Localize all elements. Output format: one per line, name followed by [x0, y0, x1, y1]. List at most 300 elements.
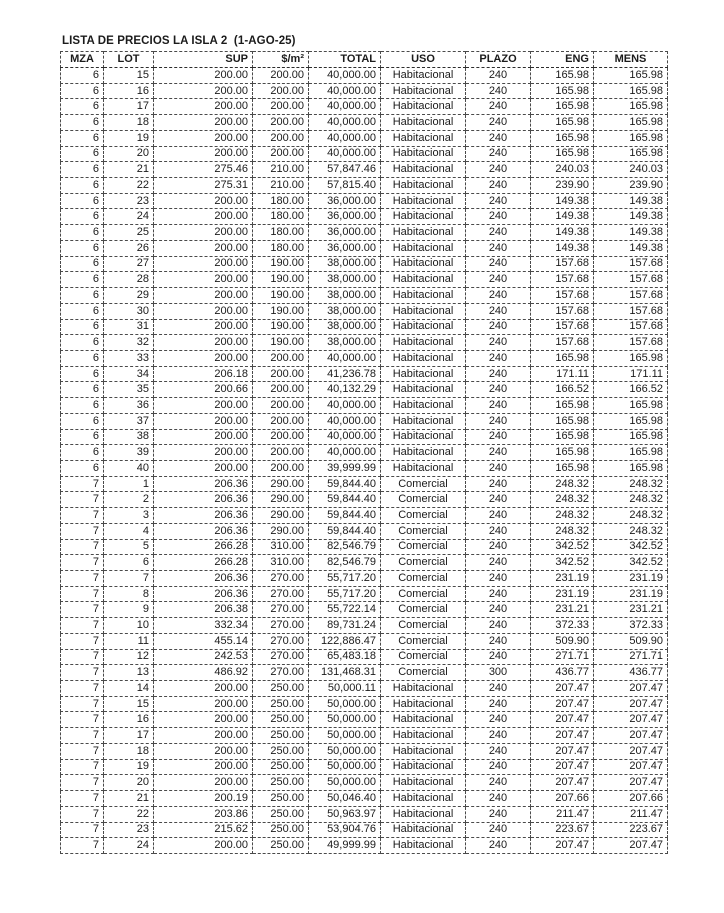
- cell-sup: 200.00: [154, 256, 253, 272]
- cell-sup: 200.00: [154, 68, 253, 84]
- cell-plazo: 240: [466, 240, 531, 256]
- cell-sup: 200.00: [154, 225, 253, 241]
- cell-lot: 13: [104, 665, 154, 681]
- cell-total: 40,000.00: [309, 146, 381, 162]
- cell-precio-m2: 190.00: [253, 335, 309, 351]
- cell-mens: 240.03: [594, 162, 668, 178]
- cell-total: 39,999.99: [309, 460, 381, 476]
- cell-plazo: 240: [466, 429, 531, 445]
- cell-lot: 22: [104, 178, 154, 194]
- cell-lot: 9: [104, 602, 154, 618]
- cell-uso: Habitacional: [381, 775, 466, 791]
- cell-sup: 200.00: [154, 350, 253, 366]
- cell-uso: Habitacional: [381, 759, 466, 775]
- cell-uso: Comercial: [381, 476, 466, 492]
- cell-precio-m2: 270.00: [253, 633, 309, 649]
- cell-sup: 242.53: [154, 649, 253, 665]
- cell-eng: 207.47: [531, 743, 594, 759]
- cell-lot: 16: [104, 712, 154, 728]
- cell-mens: 157.68: [594, 319, 668, 335]
- cell-plazo: 240: [466, 366, 531, 382]
- cell-lot: 27: [104, 256, 154, 272]
- cell-precio-m2: 290.00: [253, 492, 309, 508]
- cell-uso: Habitacional: [381, 130, 466, 146]
- cell-precio-m2: 270.00: [253, 571, 309, 587]
- cell-lot: 20: [104, 775, 154, 791]
- cell-mza: 7: [61, 759, 104, 775]
- cell-uso: Habitacional: [381, 335, 466, 351]
- cell-sup: 200.66: [154, 382, 253, 398]
- cell-uso: Habitacional: [381, 791, 466, 807]
- cell-total: 59,844.40: [309, 492, 381, 508]
- cell-plazo: 240: [466, 743, 531, 759]
- cell-mens: 165.98: [594, 350, 668, 366]
- cell-total: 38,000.00: [309, 288, 381, 304]
- cell-plazo: 240: [466, 193, 531, 209]
- cell-mens: 248.32: [594, 476, 668, 492]
- cell-total: 50,963.97: [309, 806, 381, 822]
- cell-uso: Comercial: [381, 586, 466, 602]
- cell-mens: 165.98: [594, 413, 668, 429]
- cell-mza: 6: [61, 429, 104, 445]
- cell-mza: 7: [61, 492, 104, 508]
- cell-sup: 200.00: [154, 240, 253, 256]
- cell-sup: 200.00: [154, 775, 253, 791]
- table-row: [61, 240, 668, 256]
- cell-mza: 6: [61, 240, 104, 256]
- cell-uso: Comercial: [381, 618, 466, 634]
- table-row: [61, 413, 668, 429]
- cell-uso: Habitacional: [381, 146, 466, 162]
- cell-eng: 231.19: [531, 586, 594, 602]
- table-header: [61, 52, 668, 68]
- cell-total: 40,000.00: [309, 350, 381, 366]
- table-row: [61, 303, 668, 319]
- cell-mens: 165.98: [594, 398, 668, 414]
- cell-plazo: 240: [466, 209, 531, 225]
- table-row: [61, 162, 668, 178]
- table-row: [61, 539, 668, 555]
- cell-lot: 7: [104, 571, 154, 587]
- cell-plazo: 240: [466, 791, 531, 807]
- cell-eng: 157.68: [531, 319, 594, 335]
- cell-plazo: 240: [466, 712, 531, 728]
- table-row: [61, 178, 668, 194]
- cell-lot: 14: [104, 681, 154, 697]
- cell-precio-m2: 310.00: [253, 539, 309, 555]
- cell-plazo: 240: [466, 759, 531, 775]
- cell-sup: 200.00: [154, 429, 253, 445]
- cell-mens: 207.47: [594, 743, 668, 759]
- cell-sup: 203.86: [154, 806, 253, 822]
- cell-plazo: 240: [466, 303, 531, 319]
- cell-mza: 7: [61, 523, 104, 539]
- cell-mza: 6: [61, 445, 104, 461]
- cell-mza: 6: [61, 178, 104, 194]
- cell-uso: Habitacional: [381, 413, 466, 429]
- cell-eng: 248.32: [531, 508, 594, 524]
- cell-lot: 8: [104, 586, 154, 602]
- cell-uso: Habitacional: [381, 696, 466, 712]
- cell-uso: Comercial: [381, 633, 466, 649]
- col-header-lot: LOT: [104, 52, 154, 68]
- cell-precio-m2: 190.00: [253, 272, 309, 288]
- cell-precio-m2: 210.00: [253, 162, 309, 178]
- cell-lot: 17: [104, 99, 154, 115]
- cell-uso: Habitacional: [381, 115, 466, 131]
- cell-sup: 200.00: [154, 445, 253, 461]
- cell-lot: 19: [104, 759, 154, 775]
- cell-total: 50,000.00: [309, 775, 381, 791]
- cell-plazo: 240: [466, 398, 531, 414]
- cell-sup: 206.36: [154, 571, 253, 587]
- cell-total: 40,000.00: [309, 413, 381, 429]
- cell-eng: 248.32: [531, 476, 594, 492]
- cell-sup: 200.00: [154, 398, 253, 414]
- cell-mza: 7: [61, 791, 104, 807]
- table-row: [61, 602, 668, 618]
- table-row: [61, 586, 668, 602]
- col-header-mza: MZA: [61, 52, 104, 68]
- cell-precio-m2: 290.00: [253, 476, 309, 492]
- cell-sup: 266.28: [154, 539, 253, 555]
- cell-mens: 207.66: [594, 791, 668, 807]
- cell-mens: 207.47: [594, 696, 668, 712]
- cell-precio-m2: 310.00: [253, 555, 309, 571]
- table-row: [61, 366, 668, 382]
- cell-mens: 165.98: [594, 460, 668, 476]
- cell-plazo: 240: [466, 272, 531, 288]
- col-header-sup: SUP: [154, 52, 253, 68]
- cell-mza: 7: [61, 539, 104, 555]
- cell-eng: 165.98: [531, 350, 594, 366]
- cell-total: 50,000.00: [309, 743, 381, 759]
- cell-total: 36,000.00: [309, 240, 381, 256]
- cell-plazo: 240: [466, 445, 531, 461]
- cell-mza: 6: [61, 272, 104, 288]
- cell-mens: 165.98: [594, 130, 668, 146]
- cell-precio-m2: 250.00: [253, 681, 309, 697]
- cell-plazo: 240: [466, 633, 531, 649]
- table-row: [61, 759, 668, 775]
- cell-mza: 6: [61, 256, 104, 272]
- cell-precio-m2: 200.00: [253, 350, 309, 366]
- cell-sup: 200.00: [154, 460, 253, 476]
- cell-lot: 30: [104, 303, 154, 319]
- table-row: [61, 743, 668, 759]
- cell-uso: Habitacional: [381, 398, 466, 414]
- col-header-uso: USO: [381, 52, 466, 68]
- cell-sup: 200.19: [154, 791, 253, 807]
- cell-lot: 1: [104, 476, 154, 492]
- cell-mza: 7: [61, 806, 104, 822]
- cell-sup: 200.00: [154, 696, 253, 712]
- cell-eng: 157.68: [531, 272, 594, 288]
- cell-sup: 200.00: [154, 288, 253, 304]
- cell-mza: 7: [61, 743, 104, 759]
- cell-sup: 200.00: [154, 209, 253, 225]
- cell-sup: 200.00: [154, 712, 253, 728]
- cell-lot: 15: [104, 696, 154, 712]
- cell-eng: 149.38: [531, 225, 594, 241]
- cell-uso: Habitacional: [381, 83, 466, 99]
- cell-plazo: 240: [466, 586, 531, 602]
- cell-sup: 200.00: [154, 759, 253, 775]
- cell-precio-m2: 250.00: [253, 696, 309, 712]
- cell-lot: 31: [104, 319, 154, 335]
- cell-precio-m2: 180.00: [253, 225, 309, 241]
- cell-eng: 207.47: [531, 696, 594, 712]
- cell-mza: 6: [61, 83, 104, 99]
- cell-precio-m2: 190.00: [253, 319, 309, 335]
- cell-uso: Habitacional: [381, 225, 466, 241]
- cell-mza: 6: [61, 225, 104, 241]
- cell-mza: 7: [61, 649, 104, 665]
- cell-total: 40,000.00: [309, 68, 381, 84]
- cell-mens: 165.98: [594, 445, 668, 461]
- cell-eng: 207.47: [531, 728, 594, 744]
- table-row: [61, 775, 668, 791]
- cell-mza: 6: [61, 209, 104, 225]
- cell-mza: 6: [61, 99, 104, 115]
- cell-mens: 171.11: [594, 366, 668, 382]
- table-row: [61, 350, 668, 366]
- cell-mza: 6: [61, 68, 104, 84]
- cell-mza: 7: [61, 571, 104, 587]
- cell-sup: 200.00: [154, 115, 253, 131]
- table-row: [61, 476, 668, 492]
- cell-eng: 436.77: [531, 665, 594, 681]
- table-row: [61, 618, 668, 634]
- cell-lot: 23: [104, 822, 154, 838]
- cell-lot: 11: [104, 633, 154, 649]
- cell-eng: 240.03: [531, 162, 594, 178]
- cell-precio-m2: 250.00: [253, 838, 309, 854]
- cell-lot: 3: [104, 508, 154, 524]
- cell-uso: Habitacional: [381, 743, 466, 759]
- cell-mza: 7: [61, 633, 104, 649]
- cell-lot: 40: [104, 460, 154, 476]
- cell-lot: 23: [104, 193, 154, 209]
- cell-total: 50,000.00: [309, 696, 381, 712]
- table-row: [61, 508, 668, 524]
- cell-plazo: 240: [466, 460, 531, 476]
- cell-plazo: 240: [466, 728, 531, 744]
- cell-uso: Habitacional: [381, 382, 466, 398]
- cell-mens: 248.32: [594, 523, 668, 539]
- cell-precio-m2: 200.00: [253, 398, 309, 414]
- cell-eng: 207.47: [531, 838, 594, 854]
- cell-mza: 7: [61, 775, 104, 791]
- cell-lot: 4: [104, 523, 154, 539]
- cell-mens: 157.68: [594, 272, 668, 288]
- cell-mens: 157.68: [594, 335, 668, 351]
- table-row: [61, 319, 668, 335]
- cell-eng: 165.98: [531, 83, 594, 99]
- cell-precio-m2: 180.00: [253, 193, 309, 209]
- cell-eng: 248.32: [531, 523, 594, 539]
- cell-lot: 24: [104, 838, 154, 854]
- cell-lot: 22: [104, 806, 154, 822]
- table-row: [61, 429, 668, 445]
- cell-plazo: 240: [466, 83, 531, 99]
- cell-total: 36,000.00: [309, 193, 381, 209]
- cell-mza: 6: [61, 319, 104, 335]
- table-row: [61, 68, 668, 84]
- cell-total: 38,000.00: [309, 256, 381, 272]
- cell-plazo: 240: [466, 508, 531, 524]
- table-row: [61, 130, 668, 146]
- cell-sup: 200.00: [154, 146, 253, 162]
- cell-precio-m2: 250.00: [253, 791, 309, 807]
- cell-plazo: 240: [466, 68, 531, 84]
- cell-eng: 165.98: [531, 460, 594, 476]
- cell-eng: 207.47: [531, 681, 594, 697]
- cell-mens: 231.19: [594, 571, 668, 587]
- cell-total: 36,000.00: [309, 225, 381, 241]
- cell-sup: 206.36: [154, 523, 253, 539]
- cell-uso: Comercial: [381, 602, 466, 618]
- cell-lot: 29: [104, 288, 154, 304]
- cell-uso: Comercial: [381, 649, 466, 665]
- cell-mens: 271.71: [594, 649, 668, 665]
- cell-mens: 239.90: [594, 178, 668, 194]
- cell-mens: 149.38: [594, 225, 668, 241]
- cell-mza: 7: [61, 681, 104, 697]
- table-row: [61, 193, 668, 209]
- cell-sup: 200.00: [154, 838, 253, 854]
- table-row: [61, 806, 668, 822]
- table-row: [61, 146, 668, 162]
- cell-lot: 21: [104, 791, 154, 807]
- cell-eng: 165.98: [531, 398, 594, 414]
- table-body: [61, 68, 668, 854]
- cell-uso: Habitacional: [381, 272, 466, 288]
- cell-mza: 7: [61, 586, 104, 602]
- cell-uso: Habitacional: [381, 712, 466, 728]
- cell-uso: Habitacional: [381, 445, 466, 461]
- cell-precio-m2: 180.00: [253, 209, 309, 225]
- table-row: [61, 83, 668, 99]
- cell-lot: 6: [104, 555, 154, 571]
- cell-lot: 38: [104, 429, 154, 445]
- cell-eng: 157.68: [531, 303, 594, 319]
- table-row: [61, 649, 668, 665]
- cell-lot: 28: [104, 272, 154, 288]
- table-row: [61, 838, 668, 854]
- cell-mens: 207.47: [594, 838, 668, 854]
- cell-eng: 207.66: [531, 791, 594, 807]
- cell-sup: 275.46: [154, 162, 253, 178]
- cell-precio-m2: 200.00: [253, 115, 309, 131]
- col-header-plazo: PLAZO: [466, 52, 531, 68]
- cell-uso: Comercial: [381, 665, 466, 681]
- cell-lot: 19: [104, 130, 154, 146]
- cell-sup: 200.00: [154, 743, 253, 759]
- cell-precio-m2: 210.00: [253, 178, 309, 194]
- table-row: [61, 571, 668, 587]
- cell-uso: Comercial: [381, 539, 466, 555]
- cell-total: 40,000.00: [309, 130, 381, 146]
- cell-sup: 200.00: [154, 303, 253, 319]
- cell-eng: 165.98: [531, 445, 594, 461]
- table-row: [61, 398, 668, 414]
- cell-plazo: 240: [466, 146, 531, 162]
- cell-mens: 342.52: [594, 539, 668, 555]
- cell-sup: 206.38: [154, 602, 253, 618]
- cell-uso: Habitacional: [381, 429, 466, 445]
- table-row: [61, 209, 668, 225]
- cell-uso: Comercial: [381, 492, 466, 508]
- cell-eng: 207.47: [531, 775, 594, 791]
- cell-sup: 200.00: [154, 728, 253, 744]
- cell-plazo: 240: [466, 350, 531, 366]
- cell-sup: 206.36: [154, 476, 253, 492]
- cell-eng: 157.68: [531, 288, 594, 304]
- cell-total: 50,000.00: [309, 712, 381, 728]
- cell-sup: 206.36: [154, 586, 253, 602]
- cell-eng: 149.38: [531, 240, 594, 256]
- cell-eng: 509.90: [531, 633, 594, 649]
- cell-mens: 149.38: [594, 193, 668, 209]
- price-list-table: [60, 51, 668, 854]
- cell-eng: 271.71: [531, 649, 594, 665]
- cell-lot: 17: [104, 728, 154, 744]
- cell-eng: 207.47: [531, 712, 594, 728]
- cell-total: 40,000.00: [309, 398, 381, 414]
- cell-total: 55,722.14: [309, 602, 381, 618]
- cell-precio-m2: 190.00: [253, 288, 309, 304]
- table-row: [61, 523, 668, 539]
- cell-mza: 7: [61, 712, 104, 728]
- cell-sup: 200.00: [154, 681, 253, 697]
- cell-sup: 206.36: [154, 508, 253, 524]
- cell-plazo: 240: [466, 162, 531, 178]
- cell-precio-m2: 250.00: [253, 743, 309, 759]
- cell-uso: Habitacional: [381, 303, 466, 319]
- table-row: [61, 256, 668, 272]
- cell-mens: 165.98: [594, 115, 668, 131]
- cell-total: 59,844.40: [309, 523, 381, 539]
- cell-total: 40,000.00: [309, 445, 381, 461]
- cell-precio-m2: 200.00: [253, 83, 309, 99]
- cell-eng: 165.98: [531, 413, 594, 429]
- cell-mens: 207.47: [594, 681, 668, 697]
- cell-mens: 166.52: [594, 382, 668, 398]
- cell-sup: 486.92: [154, 665, 253, 681]
- cell-mens: 149.38: [594, 209, 668, 225]
- cell-plazo: 240: [466, 806, 531, 822]
- cell-plazo: 240: [466, 649, 531, 665]
- cell-lot: 10: [104, 618, 154, 634]
- cell-precio-m2: 250.00: [253, 806, 309, 822]
- cell-mza: 6: [61, 146, 104, 162]
- cell-mza: 6: [61, 413, 104, 429]
- cell-uso: Habitacional: [381, 99, 466, 115]
- cell-eng: 231.19: [531, 571, 594, 587]
- cell-mens: 436.77: [594, 665, 668, 681]
- cell-plazo: 240: [466, 288, 531, 304]
- cell-plazo: 240: [466, 476, 531, 492]
- cell-eng: 372.33: [531, 618, 594, 634]
- cell-lot: 39: [104, 445, 154, 461]
- cell-lot: 32: [104, 335, 154, 351]
- cell-uso: Habitacional: [381, 838, 466, 854]
- cell-mens: 231.19: [594, 586, 668, 602]
- cell-plazo: 240: [466, 225, 531, 241]
- cell-lot: 25: [104, 225, 154, 241]
- cell-uso: Habitacional: [381, 366, 466, 382]
